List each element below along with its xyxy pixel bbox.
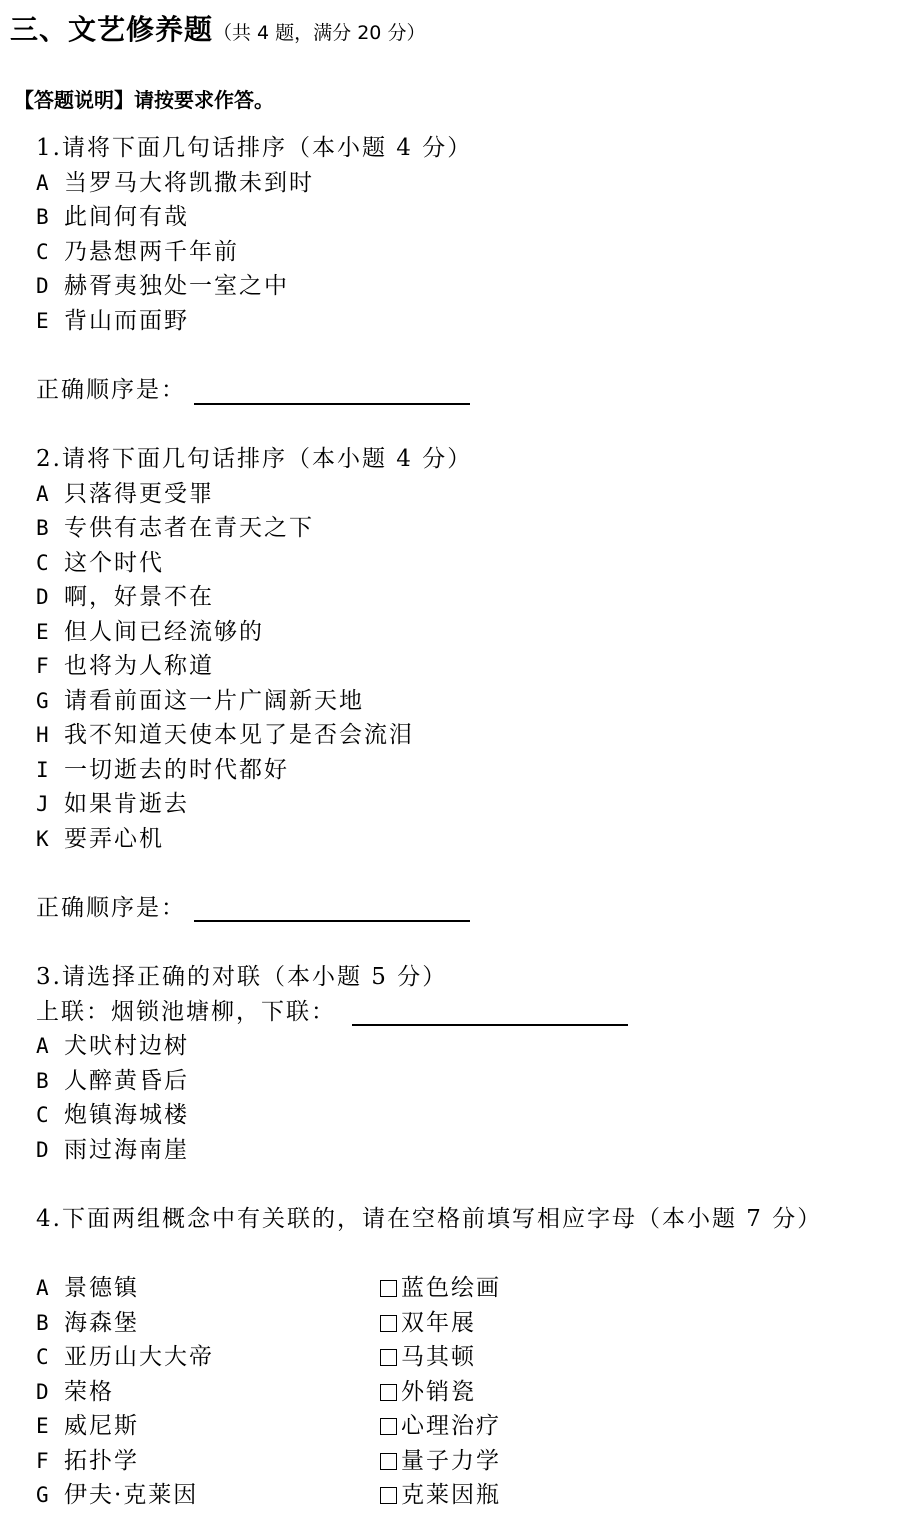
match-right-item bbox=[380, 1409, 501, 1444]
option-letter: E bbox=[36, 619, 49, 644]
option-text: 外销瓷 bbox=[401, 1378, 476, 1405]
option-letter: G bbox=[36, 1483, 49, 1507]
option-letter: K bbox=[36, 826, 49, 851]
match-right-item bbox=[380, 1271, 501, 1306]
option-text: 马其顿 bbox=[401, 1344, 476, 1370]
option-letter: D bbox=[36, 274, 49, 298]
question-3-couplet-blank[interactable] bbox=[352, 1024, 628, 1026]
option-text: 雨过海南崖 bbox=[64, 1136, 189, 1163]
match-left-item bbox=[36, 1478, 214, 1513]
match-left-item bbox=[36, 1444, 214, 1479]
question-4-left-column bbox=[36, 1271, 214, 1513]
question-2-option-e bbox=[36, 615, 472, 650]
option-text: 人醉黄昏后 bbox=[64, 1067, 189, 1094]
question-1-option-c bbox=[36, 235, 472, 270]
option-text: 克莱因瓶 bbox=[401, 1482, 501, 1508]
option-text: 威尼斯 bbox=[64, 1413, 139, 1439]
question-3-couplet: 上联：烟锁池塘柳，下联： bbox=[36, 998, 336, 1025]
question-1-option-d bbox=[36, 269, 472, 304]
option-text: 如果肯逝去 bbox=[64, 791, 189, 817]
match-right-item bbox=[380, 1340, 501, 1375]
option-text: 乃悬想两千年前 bbox=[64, 238, 239, 265]
match-right-item bbox=[380, 1478, 501, 1513]
option-text: 当罗马大将凯撒未到时 bbox=[64, 169, 314, 196]
match-right-item bbox=[380, 1444, 501, 1479]
option-letter: D bbox=[36, 1379, 49, 1404]
option-letter: C bbox=[36, 239, 49, 264]
option-text: 海森堡 bbox=[64, 1309, 139, 1336]
option-letter: G bbox=[36, 688, 49, 713]
question-2-option-k bbox=[36, 822, 472, 857]
option-text: 啊，好景不在 bbox=[64, 584, 214, 610]
question-2-stem: 2.请将下面几句话排序（本小题 4 分） bbox=[36, 446, 473, 472]
question-2-answer-label: 正确顺序是： bbox=[36, 895, 186, 921]
question-1 bbox=[36, 131, 472, 338]
question-2-option-d bbox=[36, 580, 472, 615]
option-letter: J bbox=[36, 792, 49, 816]
match-left-item bbox=[36, 1375, 214, 1410]
option-text: 双年展 bbox=[401, 1309, 476, 1336]
option-text: 亚历山大大帝 bbox=[64, 1344, 214, 1370]
option-letter: A bbox=[36, 481, 49, 506]
question-4-stem: 4.下面两组概念中有关联的，请在空格前填写相应字母（本小题 7 分） bbox=[36, 1206, 823, 1232]
question-2-option-g bbox=[36, 684, 472, 719]
option-letter: F bbox=[36, 654, 49, 678]
option-letter: D bbox=[36, 585, 49, 609]
question-3-option-c bbox=[36, 1098, 447, 1133]
question-2-option-b bbox=[36, 511, 472, 546]
option-letter: C bbox=[36, 550, 49, 575]
section-title-subtitle: （共 4 题，满分 20 分） bbox=[213, 22, 426, 44]
answer-box[interactable] bbox=[380, 1418, 397, 1435]
section-title bbox=[10, 8, 425, 48]
answer-box[interactable] bbox=[380, 1315, 397, 1332]
option-text: 我不知道天使本见了是否会流泪 bbox=[64, 722, 414, 748]
match-left-item bbox=[36, 1409, 214, 1444]
option-text: 专供有志者在青天之下 bbox=[64, 515, 314, 541]
question-2-answer-blank[interactable] bbox=[194, 920, 470, 922]
option-text: 要弄心机 bbox=[64, 825, 164, 852]
answer-instruction: 【答题说明】请按要求作答。 bbox=[14, 88, 274, 112]
option-letter: C bbox=[36, 1103, 49, 1127]
option-letter: A bbox=[36, 170, 49, 195]
option-letter: H bbox=[36, 723, 49, 747]
question-3-option-a bbox=[36, 1029, 447, 1064]
option-text: 此间何有哉 bbox=[64, 204, 189, 230]
question-2-option-c bbox=[36, 546, 472, 581]
option-text: 赫胥夷独处一室之中 bbox=[64, 273, 289, 299]
option-letter: C bbox=[36, 1345, 49, 1369]
question-1-stem: 1.请将下面几句话排序（本小题 4 分） bbox=[36, 135, 473, 161]
question-3-option-d bbox=[36, 1133, 447, 1168]
option-letter: B bbox=[36, 1310, 49, 1335]
question-4-right-column bbox=[380, 1271, 501, 1513]
option-text: 但人间已经流够的 bbox=[64, 618, 264, 645]
answer-box[interactable] bbox=[380, 1280, 397, 1297]
option-text: 伊夫·克莱因 bbox=[64, 1482, 199, 1508]
option-text: 景德镇 bbox=[64, 1275, 139, 1301]
answer-box[interactable] bbox=[380, 1487, 397, 1504]
question-2-option-f bbox=[36, 649, 472, 684]
match-left-item bbox=[36, 1306, 214, 1341]
option-letter: D bbox=[36, 1137, 49, 1162]
option-text: 拓扑学 bbox=[64, 1447, 139, 1474]
answer-box[interactable] bbox=[380, 1453, 397, 1470]
question-2-option-j bbox=[36, 787, 472, 822]
option-letter: A bbox=[36, 1276, 49, 1300]
option-letter: E bbox=[36, 308, 49, 333]
option-letter: I bbox=[36, 757, 49, 782]
option-letter: E bbox=[36, 1414, 49, 1438]
option-text: 也将为人称道 bbox=[64, 653, 214, 679]
question-1-answer-label: 正确顺序是： bbox=[36, 377, 186, 403]
option-letter: B bbox=[36, 1068, 49, 1093]
option-text: 蓝色绘画 bbox=[401, 1275, 501, 1301]
question-2-option-h bbox=[36, 718, 472, 753]
option-text: 请看前面这一片广阔新天地 bbox=[64, 687, 364, 714]
question-3-stem: 3.请选择正确的对联（本小题 5 分） bbox=[36, 964, 448, 990]
option-letter: A bbox=[36, 1034, 49, 1058]
section-title-main: 三、文艺修养题 bbox=[10, 13, 214, 46]
question-1-option-a bbox=[36, 166, 472, 201]
option-text: 背山而面野 bbox=[64, 307, 189, 334]
match-right-item bbox=[380, 1375, 501, 1410]
question-1-answer-blank[interactable] bbox=[194, 403, 470, 405]
answer-box[interactable] bbox=[380, 1349, 397, 1366]
option-text: 量子力学 bbox=[401, 1447, 501, 1474]
option-text: 只落得更受罪 bbox=[64, 480, 214, 507]
question-3-option-b bbox=[36, 1064, 447, 1099]
question-1-option-b bbox=[36, 200, 472, 235]
question-3 bbox=[36, 960, 447, 1167]
question-2-option-a bbox=[36, 477, 472, 512]
match-left-item bbox=[36, 1340, 214, 1375]
option-letter: B bbox=[36, 205, 49, 229]
question-2-option-i bbox=[36, 753, 472, 788]
question-1-option-e bbox=[36, 304, 472, 339]
option-letter: F bbox=[36, 1448, 49, 1473]
answer-box[interactable] bbox=[380, 1384, 397, 1401]
match-right-item bbox=[380, 1306, 501, 1341]
question-2 bbox=[36, 442, 472, 856]
option-text: 炮镇海城楼 bbox=[64, 1102, 189, 1128]
option-letter: B bbox=[36, 516, 49, 540]
option-text: 这个时代 bbox=[64, 549, 164, 576]
option-text: 犬吠村边树 bbox=[64, 1033, 189, 1059]
option-text: 心理治疗 bbox=[401, 1413, 501, 1439]
option-text: 一切逝去的时代都好 bbox=[64, 756, 289, 783]
question-4 bbox=[36, 1202, 822, 1237]
match-left-item bbox=[36, 1271, 214, 1306]
option-text: 荣格 bbox=[64, 1378, 114, 1405]
